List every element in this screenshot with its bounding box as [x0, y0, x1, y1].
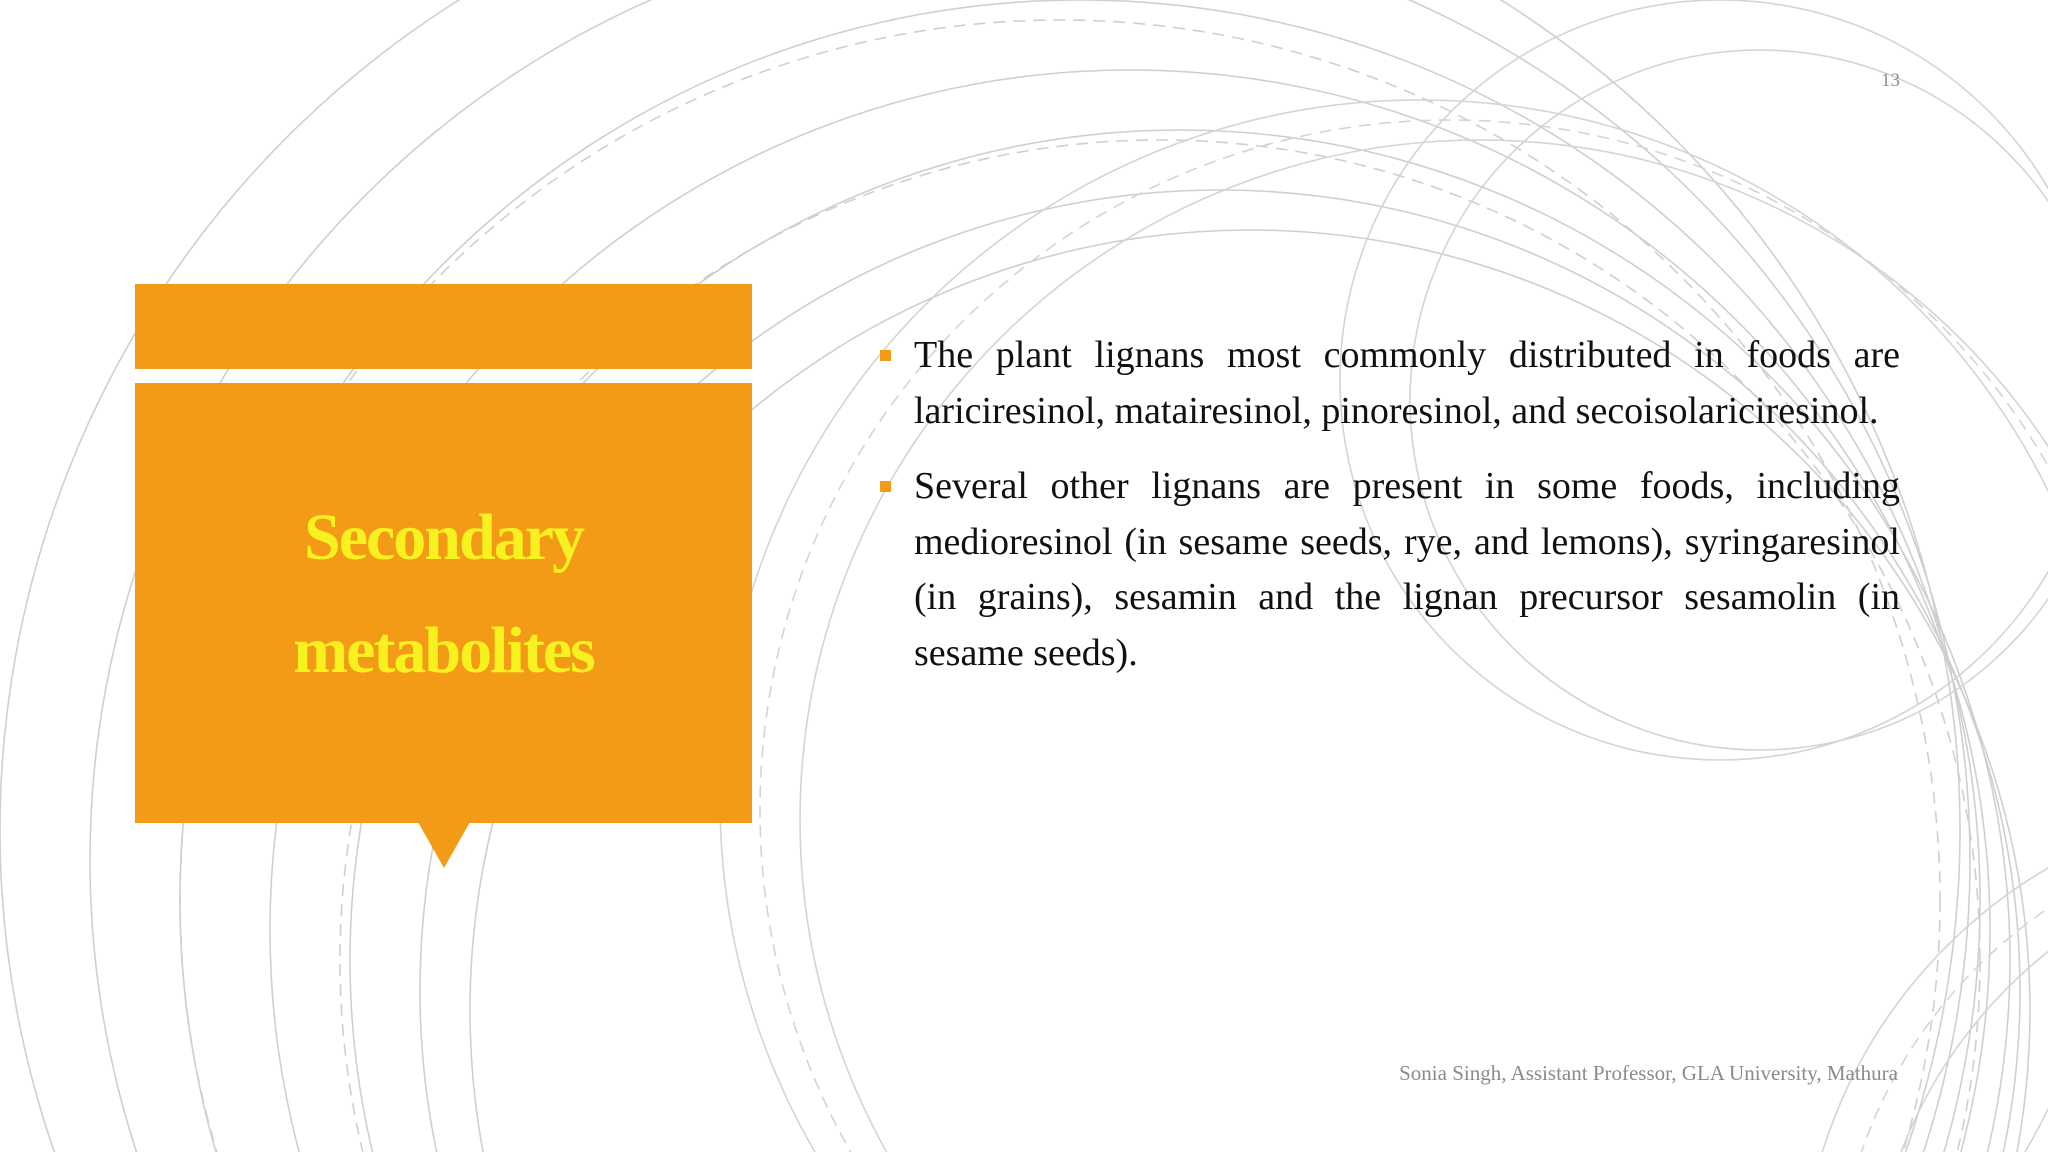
slide-title-line-2: metabolites: [293, 614, 594, 687]
bullet-item: [870, 328, 1900, 439]
slide-title: [293, 481, 594, 707]
slide-number: 13: [1881, 70, 1900, 91]
square-bullet-icon: [880, 481, 891, 492]
bullet-text: Several other lignans are present in some foods, including medioresinol (in sesame seeds, rye, and lemons), syringaresinol (in grains), sesamin and the lignan precursor sesamolin (in sesame seeds).: [914, 465, 1900, 674]
square-bullet-icon: [880, 350, 891, 361]
header-accent-bar: [135, 284, 752, 369]
bullet-item: [870, 459, 1900, 681]
callout-pointer: [418, 822, 470, 868]
footer-attribution: Sonia Singh, Assistant Professor, GLA University, Mathura: [1399, 1061, 1898, 1085]
slide-title-line-1: Secondary: [304, 501, 583, 574]
bullet-list: [870, 328, 1900, 701]
title-callout: [135, 383, 752, 823]
bullet-text: The plant lignans most commonly distributed in foods are lariciresinol, matairesinol, pinoresinol, and secoisolariciresinol.: [914, 334, 1900, 432]
